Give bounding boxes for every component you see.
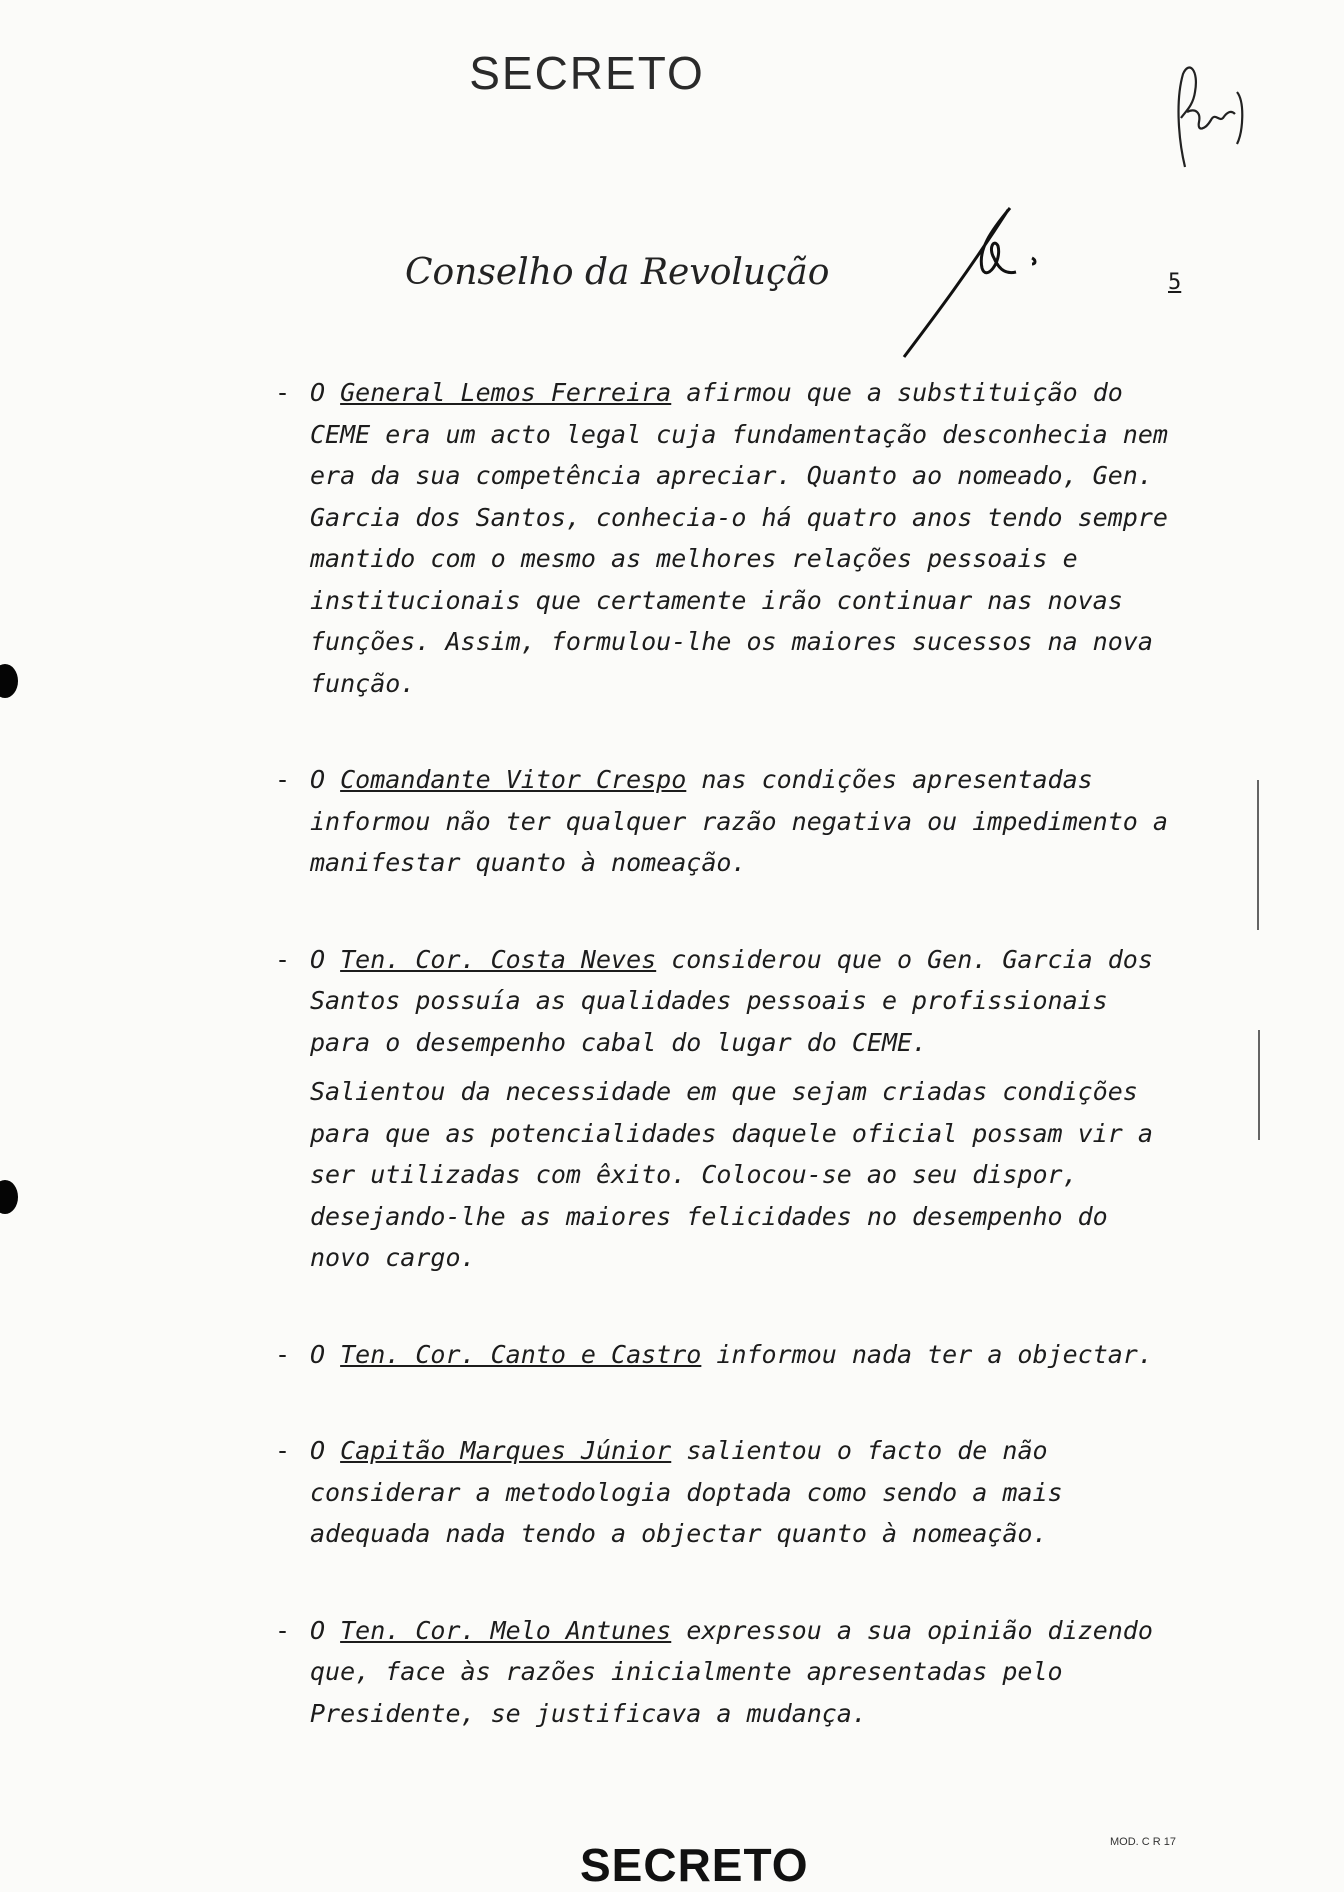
speaker-name: Capitão Marques Júnior [340,1436,672,1465]
speaker-name: General Lemos Ferreira [340,378,672,407]
list-item: - O Ten. Cor. Canto e Castro informou nada ter a objectar. [275,1339,1153,1369]
item-text: nas condições apresentadas informou não ter qualquer razão negativa ou impedimento a manifestar quanto à nomeação. [310,765,1168,877]
list-item: - O Comandante Vitor Crespo nas condições apresentadas informou não ter qualquer razão negativa ou impedimento a manifestar quanto à nomeação. [275,765,1168,877]
list-item: - O General Lemos Ferreira afirmou que a substituição do CEME era um acto legal cuja fundamentação desconhecia nem era da sua competência apreciar. Quanto ao nomeado, Gen. Garcia dos Santos, conhecia-o há quatro anos tendo sempre mantido com o mesmo as melhores relações pessoais e institucionais que certamente irão continuar nas novas funções. Assim, formulou-lhe os maiores sucessos na nova função. [275,378,1168,698]
speaker-name: Ten. Cor. Costa Neves [340,944,657,974]
list-item: - O Ten. Cor. Melo Antunes expressou a sua opinião dizendo que, face às razões inicialmente apresentadas pelo Presidente, se justificava a mudança. [275,1615,1153,1728]
list-item: - O Ten. Cor. Costa Neves considerou que o Gen. Garcia dos Santos possuía as qualidades pessoais e profissionais para o desempenho cabal do lugar do CEME. Salientou da necessidade em que sejam criadas condições para que as potencialidades daquele oficial possam vir a ser utilizadas com êxito. Colocou-se ao seu dispor, desejando-lhe as maiores felicidades no desempenho do novo cargo. [275,939,1175,1279]
item-text: informou nada ter a objectar. [716,1339,1153,1369]
item-text: Salientou da necessidade em que sejam criadas condições para que as potencialidades daquele oficial possam vir a ser utilizadas com êxito. Colocou-se ao seu dispor, desejando-lhe as maiores felicidades no desempenho do novo cargo. [310,1077,1153,1272]
classification-stamp-bottom: SECRETO [580,1839,809,1891]
item-text: considerou que o Gen. Garcia dos Santos possuía as qualidades pessoais e profissionais para o desempenho cabal do lugar do CEME. [310,944,1153,1057]
item-text: salientou o facto de não considerar a metodologia doptada como sendo a mais adequada nada tendo a objectar quanto à nomeação. [310,1436,1063,1548]
letterhead: Conselho da Revolução [405,252,830,293]
page-number: 5 [1168,270,1182,295]
item-text: expressou a sua opinião dizendo que, face às razões inicialmente apresentadas pelo Presidente, se justificava a mudança. [310,1615,1153,1728]
punch-hole [0,664,18,698]
punch-hole [0,1180,18,1214]
classification-stamp-top: SECRETO [469,47,705,99]
list-item: - O Capitão Marques Júnior salientou o facto de não considerar a metodologia doptada como sendo a mais adequada nada tendo a objectar quanto à nomeação. [275,1436,1063,1548]
speaker-name: Comandante Vitor Crespo [340,765,687,794]
handwritten-initials-icon [1165,62,1255,172]
item-text: afirmou que a substituição do CEME era um acto legal cuja fundamentação desconhecia nem era da sua competência apreciar. Quanto ao nomeado, Gen. Garcia dos Santos, conhecia-o há quatro anos tendo sempre mantido com o mesmo as melhores relações pessoais e institucionais que certamente irão continuar nas novas funções. Assim, formulou-lhe os maiores sucessos na nova função. [310,378,1168,698]
margin-marks [1250,780,1270,1160]
speaker-name: Ten. Cor. Melo Antunes [340,1615,672,1645]
form-code: MOD. C R 17 [1110,1836,1177,1848]
signature-icon [898,202,1068,362]
speaker-name: Ten. Cor. Canto e Castro [340,1339,702,1369]
minutes-items [275,372,1175,1734]
